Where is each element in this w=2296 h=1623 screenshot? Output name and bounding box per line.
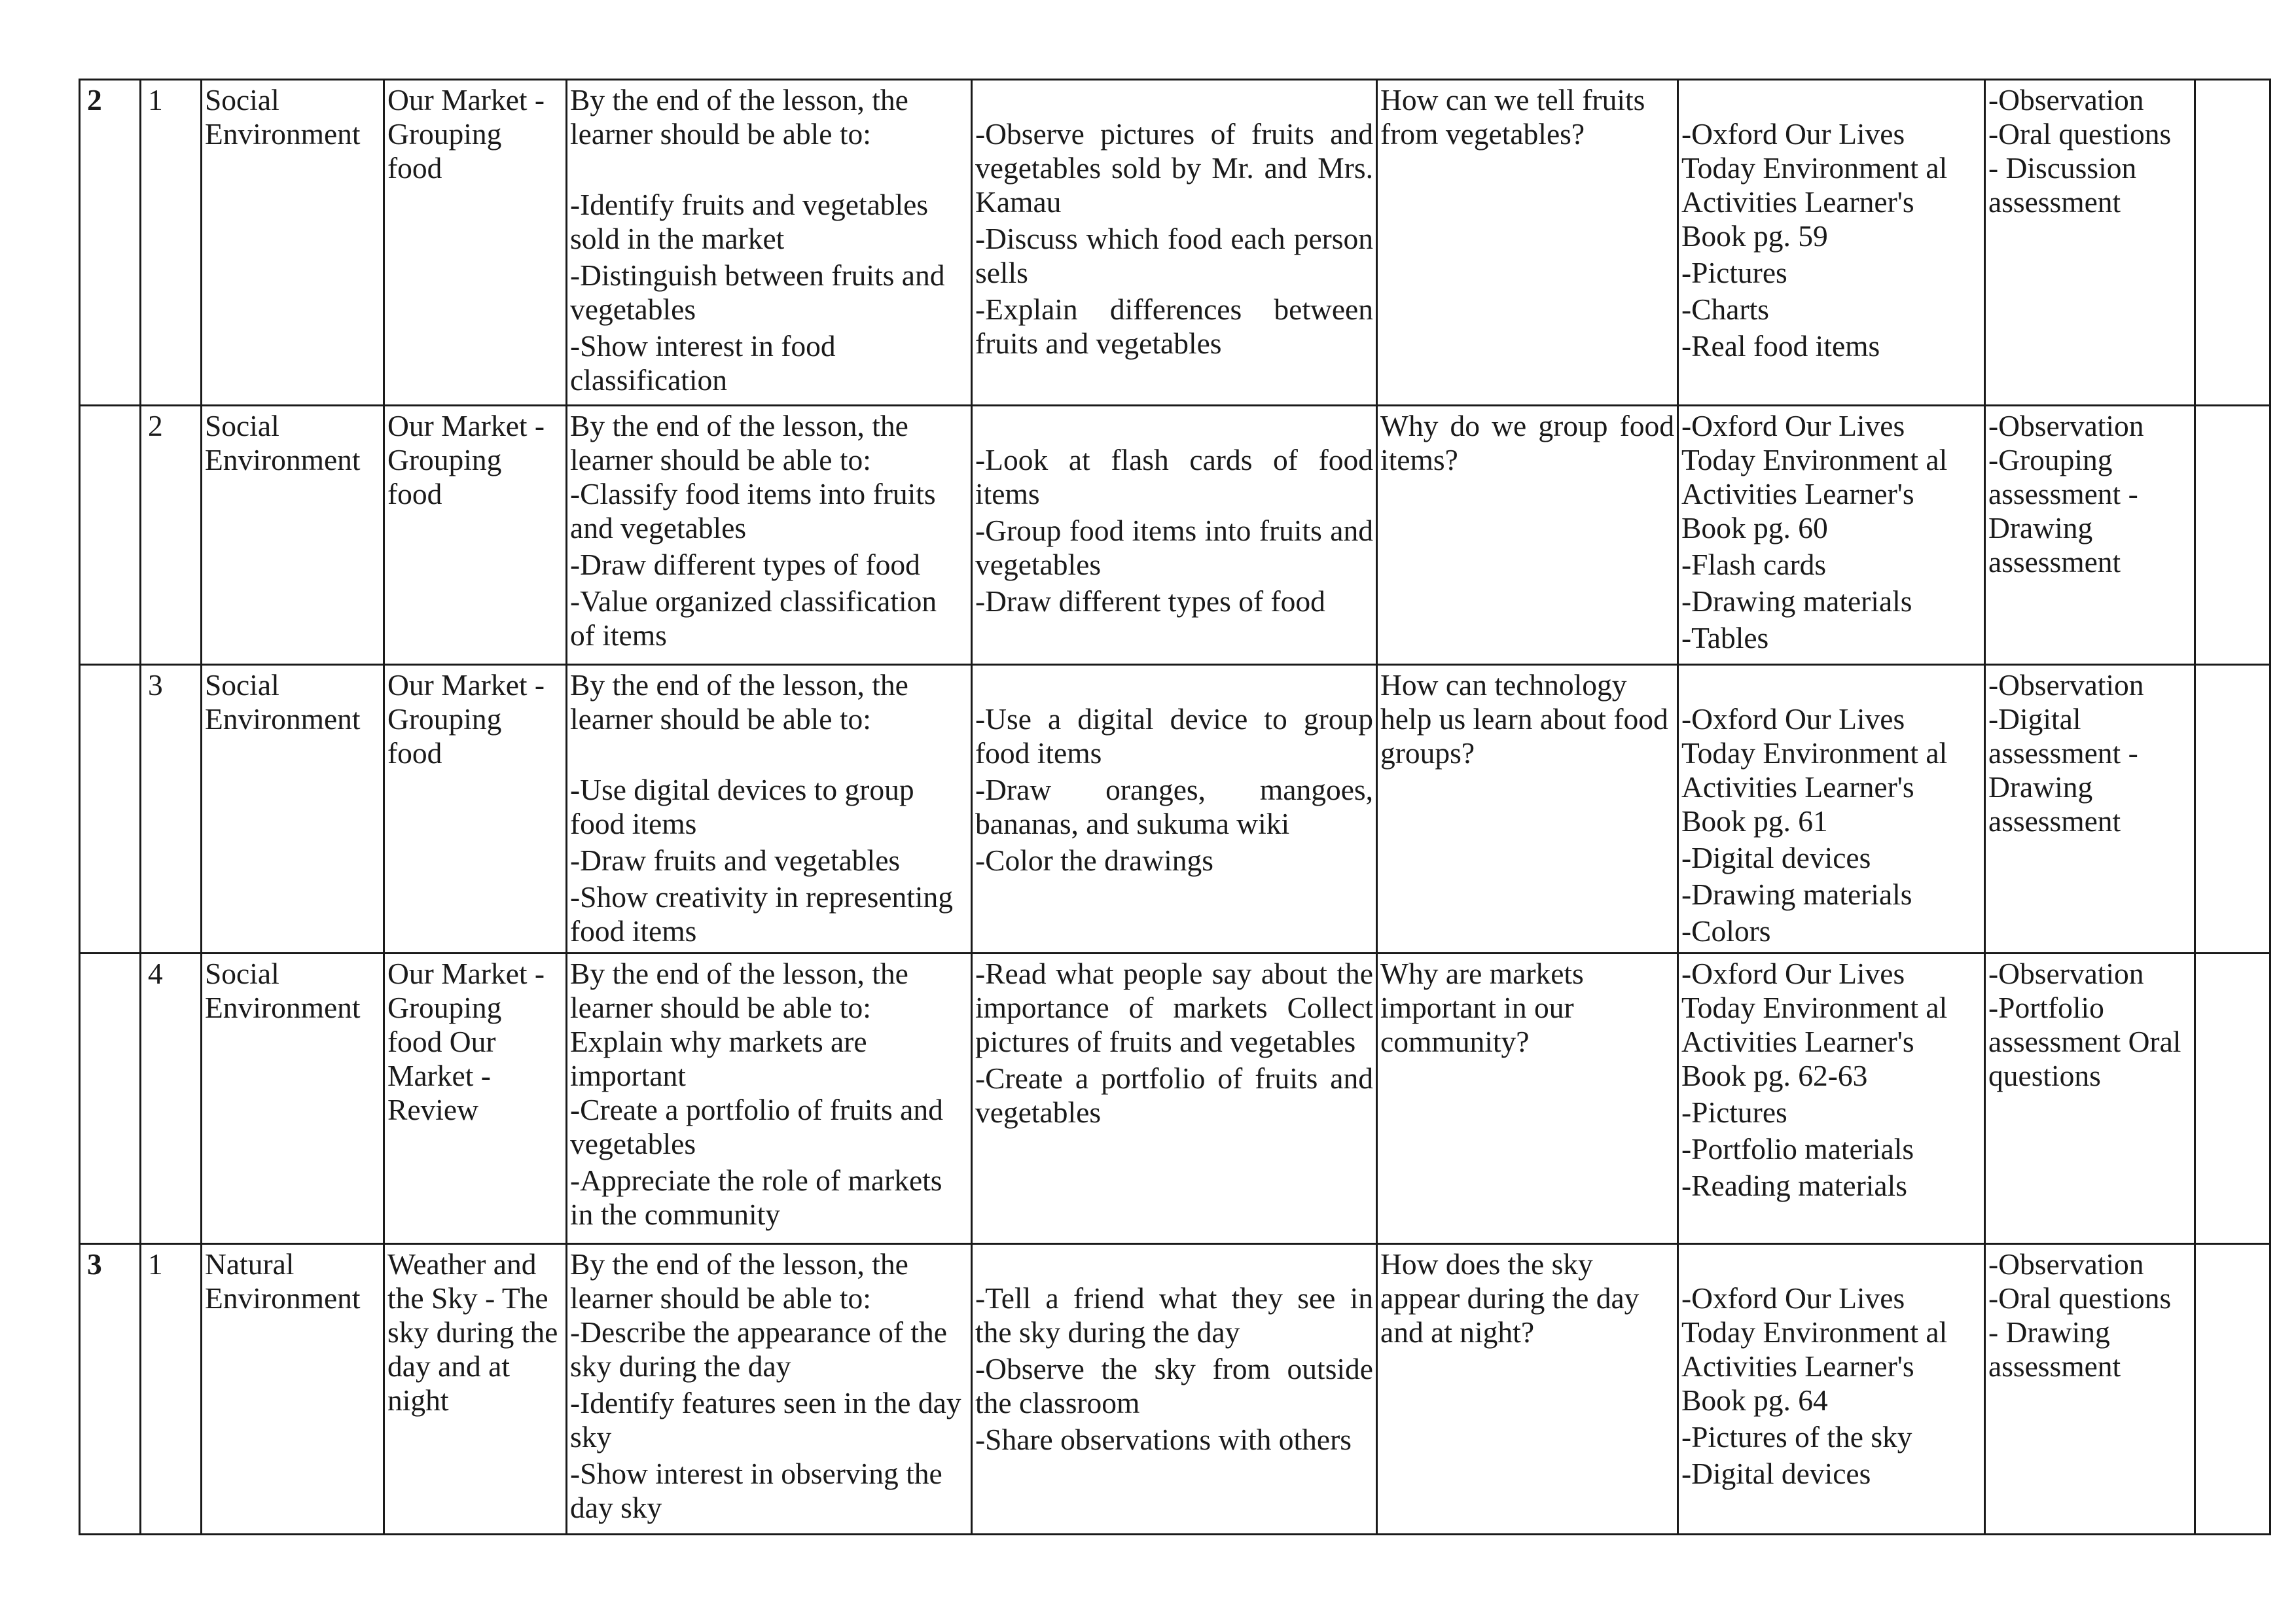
learning-outcomes-cell	[567, 406, 972, 665]
learning-outcomes-cell	[567, 954, 972, 1244]
strand-text: Social Environment	[205, 83, 361, 151]
resource-item: -Oxford Our Lives Today Environment al Activities Learner's Book pg. 64	[1681, 1281, 1948, 1417]
outcomes-intro: By the end of the lesson, the learner should be able to: Explain why markets are important	[570, 957, 908, 1092]
spacer	[975, 409, 1373, 443]
assessment-cell	[1985, 954, 2195, 1244]
assessment-item: -Observation	[1988, 409, 2144, 442]
resources-cell	[1678, 80, 1985, 406]
resource-item: -Drawing materials	[1681, 878, 1912, 911]
resource-item: -Oxford Our Lives Today Environment al Activities Learner's Book pg. 62-63	[1681, 957, 1948, 1092]
experience-item: -Explain differences between fruits and vegetables	[975, 293, 1373, 360]
remarks-cell	[2195, 1244, 2270, 1535]
spacer	[975, 83, 1373, 117]
learning-experiences-cell	[972, 954, 1377, 1244]
resource-item: -Oxford Our Lives Today Environment al Activities Learner's Book pg. 59	[1681, 117, 1948, 253]
spacer	[975, 1247, 1373, 1281]
sub-strand-cell	[384, 80, 567, 406]
learning-experiences-cell	[972, 80, 1377, 406]
experience-item: -Read what people say about the importance of markets Collect pictures of fruits and vegetables	[975, 957, 1373, 1058]
lesson-number: 1	[148, 1247, 163, 1281]
spacer	[570, 151, 968, 185]
week-cell	[80, 665, 141, 954]
outcome-item: -Classify food items into fruits and vegetables	[570, 477, 936, 544]
learning-outcomes-cell	[567, 80, 972, 406]
key-inquiry-question: How can technology help us learn about food groups?	[1380, 668, 1668, 770]
strand-cell	[202, 1244, 384, 1535]
resource-item: -Drawing materials	[1681, 584, 1912, 618]
outcome-item: -Use digital devices to group food items	[570, 773, 914, 840]
table-row	[80, 406, 2270, 665]
week-cell	[80, 1244, 141, 1535]
resource-item: -Digital devices	[1681, 841, 1871, 874]
lesson-cell	[141, 665, 202, 954]
outcomes-intro: By the end of the lesson, the learner should be able to:	[570, 1247, 908, 1315]
resource-item: -Pictures	[1681, 256, 1787, 289]
outcome-item: -Show interest in observing the day sky	[570, 1457, 942, 1524]
experience-item: -Look at flash cards of food items	[975, 443, 1373, 510]
assessment-item: - Drawing assessment	[1988, 1315, 2121, 1383]
key-inquiry-question: Why are markets important in our community?	[1380, 957, 1584, 1058]
assessment-cell	[1985, 1244, 2195, 1535]
learning-outcomes-cell	[567, 665, 972, 954]
sub-strand-text: Our Market - Grouping food Our Market - Review	[387, 957, 545, 1126]
resource-item: -Pictures of the sky	[1681, 1420, 1912, 1454]
table-row	[80, 954, 2270, 1244]
key-inquiry-question: Why do we group food items?	[1380, 409, 1674, 476]
strand-text: Social Environment	[205, 957, 361, 1024]
strand-cell	[202, 406, 384, 665]
remarks-cell	[2195, 80, 2270, 406]
resource-item: -Real food items	[1681, 329, 1880, 363]
outcome-item: -Draw fruits and vegetables	[570, 844, 901, 877]
outcome-item: -Distinguish between fruits and vegetables	[570, 259, 945, 326]
table-row	[80, 80, 2270, 406]
assessment-item: -Observation	[1988, 1247, 2144, 1281]
resource-item: -Pictures	[1681, 1096, 1787, 1129]
outcomes-intro: By the end of the lesson, the learner should be able to:	[570, 83, 908, 151]
assessment-item: -Observation	[1988, 668, 2144, 702]
lesson-number: 4	[148, 957, 163, 990]
assessment-item: - Discussion assessment	[1988, 151, 2137, 219]
key-inquiry-question: How can we tell fruits from vegetables?	[1380, 83, 1645, 151]
sub-strand-cell	[384, 406, 567, 665]
resource-item: -Charts	[1681, 293, 1769, 326]
experience-item: -Group food items into fruits and vegetables	[975, 514, 1373, 581]
assessment-item: -Portfolio assessment Oral questions	[1988, 991, 2181, 1092]
key-inquiry-cell	[1377, 406, 1678, 665]
experience-item: -Share observations with others	[975, 1423, 1352, 1456]
experience-item: -Draw different types of food	[975, 584, 1325, 618]
outcome-item: -Create a portfolio of fruits and vegetables	[570, 1093, 943, 1160]
sub-strand-text: Our Market - Grouping food	[387, 668, 545, 770]
resources-cell	[1678, 406, 1985, 665]
lesson-cell	[141, 406, 202, 665]
lesson-cell	[141, 80, 202, 406]
remarks-cell	[2195, 406, 2270, 665]
assessment-item: -Oral questions	[1988, 1281, 2172, 1315]
experience-item: -Use a digital device to group food items	[975, 702, 1373, 770]
outcome-item: -Identify fruits and vegetables sold in the market	[570, 188, 929, 255]
experience-item: -Discuss which food each person sells	[975, 222, 1373, 289]
lesson-cell	[141, 954, 202, 1244]
learning-experiences-cell	[972, 665, 1377, 954]
experience-item: -Draw oranges, mangoes, bananas, and sukuma wiki	[975, 773, 1373, 840]
learning-experiences-cell	[972, 406, 1377, 665]
resources-cell	[1678, 665, 1985, 954]
spacer	[975, 668, 1373, 702]
table-row	[80, 665, 2270, 954]
table-row	[80, 1244, 2270, 1535]
table-body	[80, 80, 2270, 1535]
lesson-cell	[141, 1244, 202, 1535]
learning-outcomes-cell	[567, 1244, 972, 1535]
lesson-number: 1	[148, 83, 163, 116]
strand-cell	[202, 665, 384, 954]
resource-item: -Colors	[1681, 914, 1771, 948]
outcome-item: -Identify features seen in the day sky	[570, 1386, 961, 1454]
outcome-item: -Describe the appearance of the sky during the day	[570, 1315, 947, 1383]
sub-strand-text: Our Market - Grouping food	[387, 83, 545, 185]
experience-item: -Observe pictures of fruits and vegetables sold by Mr. and Mrs. Kamau	[975, 117, 1373, 219]
sub-strand-text: Our Market - Grouping food	[387, 409, 545, 510]
resource-item: -Oxford Our Lives Today Environment al Activities Learner's Book pg. 61	[1681, 702, 1948, 838]
strand-text: Social Environment	[205, 409, 361, 476]
remarks-cell	[2195, 665, 2270, 954]
experience-item: -Create a portfolio of fruits and vegetables	[975, 1061, 1373, 1129]
assessment-item: -Observation	[1988, 957, 2144, 990]
resource-item: -Flash cards	[1681, 548, 1827, 581]
key-inquiry-cell	[1377, 1244, 1678, 1535]
outcome-item: -Draw different types of food	[570, 548, 920, 581]
outcomes-intro: By the end of the lesson, the learner should be able to:	[570, 409, 908, 476]
sub-strand-cell	[384, 665, 567, 954]
sub-strand-cell	[384, 954, 567, 1244]
remarks-cell	[2195, 954, 2270, 1244]
learning-experiences-cell	[972, 1244, 1377, 1535]
key-inquiry-cell	[1377, 665, 1678, 954]
strand-cell	[202, 954, 384, 1244]
resources-cell	[1678, 1244, 1985, 1535]
experience-item: -Tell a friend what they see in the sky during the day	[975, 1281, 1373, 1349]
assessment-cell	[1985, 80, 2195, 406]
week-cell	[80, 954, 141, 1244]
assessment-item: -Observation	[1988, 83, 2144, 116]
scheme-of-work-table	[79, 79, 2271, 1535]
spacer	[1681, 668, 1981, 702]
spacer	[570, 736, 968, 770]
resource-item: -Portfolio materials	[1681, 1132, 1914, 1166]
resource-item: -Tables	[1681, 621, 1769, 654]
strand-text: Natural Environment	[205, 1247, 361, 1315]
resource-item: -Reading materials	[1681, 1169, 1907, 1202]
sub-strand-cell	[384, 1244, 567, 1535]
outcome-item: -Value organized classification of items	[570, 584, 937, 652]
strand-cell	[202, 80, 384, 406]
week-cell	[80, 406, 141, 665]
week-number: 3	[87, 1247, 102, 1281]
key-inquiry-cell	[1377, 80, 1678, 406]
assessment-item: -Oral questions	[1988, 117, 2172, 151]
week-cell	[80, 80, 141, 406]
lesson-number: 3	[148, 668, 163, 702]
key-inquiry-question: How does the sky appear during the day and at night?	[1380, 1247, 1640, 1349]
assessment-cell	[1985, 665, 2195, 954]
sub-strand-text: Weather and the Sky - The sky during the day and at night	[387, 1247, 558, 1417]
key-inquiry-cell	[1377, 954, 1678, 1244]
resources-cell	[1678, 954, 1985, 1244]
outcome-item: -Show interest in food classification	[570, 329, 836, 397]
assessment-item: -Grouping assessment - Drawing assessment	[1988, 443, 2138, 579]
assessment-item: -Digital assessment - Drawing assessment	[1988, 702, 2138, 838]
outcome-item: -Appreciate the role of markets in the community	[570, 1164, 942, 1231]
assessment-cell	[1985, 406, 2195, 665]
outcomes-intro: By the end of the lesson, the learner should be able to:	[570, 668, 908, 736]
resource-item: -Digital devices	[1681, 1457, 1871, 1490]
outcome-item: -Show creativity in representing food items	[570, 880, 954, 948]
strand-text: Social Environment	[205, 668, 361, 736]
lesson-number: 2	[148, 409, 163, 442]
resource-item: -Oxford Our Lives Today Environment al Activities Learner's Book pg. 60	[1681, 409, 1948, 544]
week-number: 2	[87, 83, 102, 116]
experience-item: -Observe the sky from outside the classroom	[975, 1352, 1373, 1419]
experience-item: -Color the drawings	[975, 844, 1213, 877]
spacer	[1681, 83, 1981, 117]
spacer	[1681, 1247, 1981, 1281]
